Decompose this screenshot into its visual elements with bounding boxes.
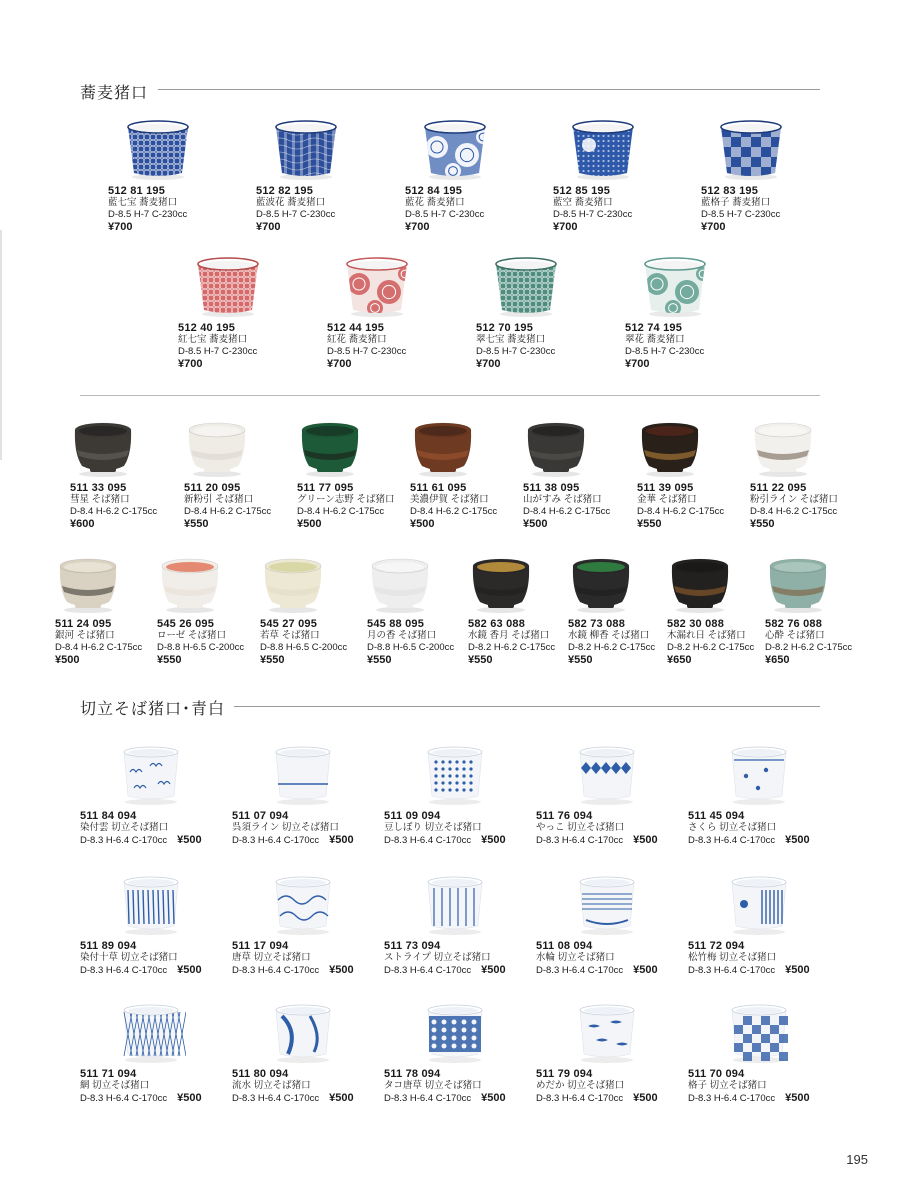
product-dimensions: D-8.5 H-7 C-230cc — [327, 346, 407, 357]
product-code: 512 70 195 — [476, 322, 534, 334]
product-code: 511 77 095 — [297, 482, 354, 494]
product-dimensions: D-8.5 H-7 C-230cc — [178, 346, 258, 357]
product-code: 511 20 095 — [184, 482, 241, 494]
product-name: 心酔 そば猪口 — [765, 630, 825, 641]
product-item[interactable] — [232, 998, 354, 1105]
product-code: 545 88 095 — [367, 618, 425, 630]
product-image — [567, 115, 639, 181]
product-code: 511 17 094 — [232, 940, 289, 952]
product-price: ¥600 — [70, 518, 95, 530]
product-name: 染付雲 切立そば猪口 — [80, 822, 169, 833]
product-price: ¥500 — [481, 964, 506, 976]
product-name: 唐草 切立そば猪口 — [232, 952, 311, 963]
product-price: ¥700 — [701, 221, 726, 233]
product-item[interactable] — [765, 552, 852, 667]
product-dimensions: D-8.8 H-6.5 C-200cc — [367, 642, 455, 653]
product-name: 木漏れ日 そば猪口 — [667, 630, 746, 641]
product-price: ¥700 — [476, 358, 501, 370]
product-name: 山がすみ そば猪口 — [523, 494, 602, 505]
product-dimensions: D-8.2 H-6.2 C-175cc — [568, 642, 656, 653]
product-item[interactable] — [523, 416, 610, 531]
product-code: 512 84 195 — [405, 185, 463, 197]
product-name: 粉引ライン そば猪口 — [750, 494, 838, 505]
product-price: ¥700 — [178, 358, 203, 370]
product-code: 511 73 094 — [384, 940, 441, 952]
product-price: ¥500 — [785, 834, 810, 846]
product-item[interactable] — [70, 416, 157, 531]
product-price: ¥500 — [633, 1092, 658, 1104]
product-price: ¥500 — [633, 964, 658, 976]
product-code: 511 09 094 — [384, 810, 441, 822]
product-item[interactable] — [688, 870, 810, 977]
product-price: ¥500 — [633, 834, 658, 846]
product-name: 藍格子 蕎麦猪口 — [701, 197, 771, 208]
product-item[interactable] — [468, 552, 555, 667]
product-code: 511 39 095 — [637, 482, 694, 494]
product-price: ¥550 — [637, 518, 662, 530]
product-code: 511 33 095 — [70, 482, 127, 494]
product-name: ローゼ そば猪口 — [157, 630, 226, 641]
product-code: 511 80 094 — [232, 1068, 289, 1080]
product-image — [572, 870, 658, 936]
product-item[interactable] — [667, 552, 754, 667]
product-price: ¥550 — [157, 654, 182, 666]
product-dimensions: D-8.5 H-7 C-230cc — [701, 209, 781, 220]
product-dimensions: D-8.8 H-6.5 C-200cc — [260, 642, 348, 653]
product-name: 紅七宝 蕎麦猪口 — [178, 334, 248, 345]
product-price: ¥700 — [327, 358, 352, 370]
product-item[interactable] — [232, 870, 354, 977]
product-price: ¥550 — [568, 654, 593, 666]
product-name: 水輪 切立そば猪口 — [536, 952, 615, 963]
product-name: 藍空 蕎麦猪口 — [553, 197, 613, 208]
product-price: ¥550 — [750, 518, 775, 530]
product-code: 512 40 195 — [178, 322, 236, 334]
product-item[interactable] — [327, 252, 413, 371]
product-dimensions: D-8.5 H-7 C-230cc — [625, 346, 705, 357]
product-name: 藍七宝 蕎麦猪口 — [108, 197, 178, 208]
product-code: 511 76 094 — [536, 810, 593, 822]
product-dimensions: D-8.3 H-6.4 C-170cc ¥500 — [688, 834, 810, 846]
product-dimensions: D-8.3 H-6.4 C-170cc ¥500 — [80, 834, 202, 846]
product-code: 511 72 094 — [688, 940, 745, 952]
product-image — [270, 115, 342, 181]
product-name: 月の香 そば猪口 — [367, 630, 437, 641]
product-name: 染付十草 切立そば猪口 — [80, 952, 178, 963]
product-name: 翠花 蕎麦猪口 — [625, 334, 685, 345]
product-item[interactable] — [536, 740, 658, 847]
product-name: 紅花 蕎麦猪口 — [327, 334, 387, 345]
product-price: ¥500 — [785, 964, 810, 976]
product-dimensions: D-8.3 H-6.4 C-170cc ¥500 — [384, 834, 506, 846]
product-price: ¥700 — [256, 221, 281, 233]
product-code: 511 70 094 — [688, 1068, 745, 1080]
product-code: 512 83 195 — [701, 185, 759, 197]
page-edge-rule — [0, 230, 2, 460]
product-price: ¥500 — [523, 518, 548, 530]
product-image — [268, 998, 354, 1064]
product-image — [70, 416, 157, 478]
product-image — [750, 416, 838, 478]
product-item[interactable] — [108, 115, 194, 234]
product-code: 511 22 095 — [750, 482, 807, 494]
product-code: 582 63 088 — [468, 618, 526, 630]
product-dimensions: D-8.4 H-6.2 C-175cc — [184, 506, 272, 517]
product-code: 511 89 094 — [80, 940, 137, 952]
product-name: 美濃伊賀 そば猪口 — [410, 494, 489, 505]
product-dimensions: D-8.5 H-7 C-230cc — [108, 209, 188, 220]
product-dimensions: D-8.8 H-6.5 C-200cc — [157, 642, 245, 653]
product-image — [715, 115, 787, 181]
product-image — [568, 552, 655, 614]
product-item[interactable] — [553, 115, 639, 234]
product-name: タコ唐草 切立そば猪口 — [384, 1080, 482, 1091]
product-image — [116, 998, 202, 1064]
product-price: ¥500 — [481, 1092, 506, 1104]
product-item[interactable] — [384, 870, 506, 977]
product-name: やっこ 切立そば猪口 — [536, 822, 625, 833]
product-item[interactable] — [80, 740, 202, 847]
product-code: 511 79 094 — [536, 1068, 593, 1080]
product-name: 水鏡 柳香 そば猪口 — [568, 630, 650, 641]
product-name: 翠七宝 蕎麦猪口 — [476, 334, 546, 345]
product-image — [639, 252, 711, 318]
product-code: 511 84 094 — [80, 810, 137, 822]
product-image — [572, 998, 658, 1064]
product-dimensions: D-8.2 H-6.2 C-175cc — [667, 642, 755, 653]
product-price: ¥500 — [410, 518, 435, 530]
product-code: 582 73 088 — [568, 618, 626, 630]
product-dimensions: D-8.3 H-6.4 C-170cc ¥500 — [688, 1092, 810, 1104]
product-dimensions: D-8.4 H-6.2 C-175cc — [70, 506, 158, 517]
product-code: 582 30 088 — [667, 618, 725, 630]
product-name: 若草 そば猪口 — [260, 630, 320, 641]
page-number: 195 — [846, 1152, 868, 1167]
product-dimensions: D-8.3 H-6.4 C-170cc ¥500 — [536, 1092, 658, 1104]
product-item[interactable] — [476, 252, 562, 371]
product-dimensions: D-8.3 H-6.4 C-170cc ¥500 — [232, 834, 354, 846]
product-item[interactable] — [80, 870, 202, 977]
product-image — [420, 870, 506, 936]
product-image — [523, 416, 610, 478]
product-price: ¥700 — [108, 221, 133, 233]
product-item[interactable] — [384, 998, 506, 1105]
product-image — [184, 416, 271, 478]
product-name: 流水 切立そば猪口 — [232, 1080, 311, 1091]
product-name: 豆しぼり 切立そば猪口 — [384, 822, 482, 833]
product-price: ¥500 — [481, 834, 506, 846]
product-name: さくら 切立そば猪口 — [688, 822, 777, 833]
product-image — [116, 870, 202, 936]
product-image — [419, 115, 491, 181]
product-image — [268, 740, 354, 806]
product-dimensions: D-8.5 H-7 C-230cc — [476, 346, 556, 357]
product-dimensions: D-8.4 H-6.2 C-175cc — [637, 506, 725, 517]
product-name: グリーン志野 そば猪口 — [297, 494, 395, 505]
product-dimensions: D-8.2 H-6.2 C-175cc — [765, 642, 853, 653]
section-title-kiritate: 切立そば猪口･青白 — [80, 699, 226, 718]
product-image — [367, 552, 454, 614]
product-code: 545 26 095 — [157, 618, 215, 630]
product-price: ¥500 — [177, 834, 202, 846]
product-dimensions: D-8.3 H-6.4 C-170cc ¥500 — [384, 964, 506, 976]
product-code: 512 74 195 — [625, 322, 683, 334]
product-item[interactable] — [232, 740, 354, 847]
product-price: ¥500 — [55, 654, 80, 666]
product-image — [268, 870, 354, 936]
product-item[interactable] — [410, 416, 497, 531]
product-image — [410, 416, 497, 478]
product-image — [122, 115, 194, 181]
product-item[interactable] — [260, 552, 347, 667]
product-name: 新粉引 そば猪口 — [184, 494, 254, 505]
product-name: 銀河 そば猪口 — [55, 630, 115, 641]
product-price: ¥500 — [785, 1092, 810, 1104]
product-dimensions: D-8.3 H-6.4 C-170cc ¥500 — [536, 834, 658, 846]
product-item[interactable] — [688, 998, 810, 1105]
product-code: 512 44 195 — [327, 322, 385, 334]
product-code: 511 07 094 — [232, 810, 289, 822]
product-dimensions: D-8.4 H-6.2 C-175cc — [750, 506, 838, 517]
product-code: 511 71 094 — [80, 1068, 137, 1080]
product-name: 呉須ライン 切立そば猪口 — [232, 822, 339, 833]
product-item[interactable] — [256, 115, 342, 234]
product-dimensions: D-8.4 H-6.2 C-175cc — [297, 506, 385, 517]
product-code: 511 78 094 — [384, 1068, 441, 1080]
product-image — [572, 740, 658, 806]
product-item[interactable] — [536, 998, 658, 1105]
product-item[interactable] — [184, 416, 271, 531]
product-price: ¥650 — [765, 654, 790, 666]
product-item[interactable] — [701, 115, 787, 234]
product-image — [637, 416, 724, 478]
section-divider — [80, 395, 820, 396]
product-price: ¥500 — [329, 964, 354, 976]
product-item[interactable] — [157, 552, 244, 667]
product-item[interactable] — [568, 552, 655, 667]
product-dimensions: D-8.3 H-6.4 C-170cc ¥500 — [384, 1092, 506, 1104]
product-image — [490, 252, 562, 318]
product-name: 網 切立そば猪口 — [80, 1080, 150, 1091]
product-code: 511 38 095 — [523, 482, 580, 494]
product-name: ストライプ 切立そば猪口 — [384, 952, 491, 963]
product-dimensions: D-8.5 H-7 C-230cc — [553, 209, 633, 220]
product-dimensions: D-8.3 H-6.4 C-170cc ¥500 — [232, 1092, 354, 1104]
product-name: 藍波花 蕎麦猪口 — [256, 197, 326, 208]
product-name: 彗星 そば猪口 — [70, 494, 130, 505]
product-code: 511 45 094 — [688, 810, 745, 822]
product-code: 512 85 195 — [553, 185, 611, 197]
product-code: 511 24 095 — [55, 618, 112, 630]
product-image — [116, 740, 202, 806]
product-code: 511 61 095 — [410, 482, 467, 494]
product-dimensions: D-8.3 H-6.4 C-170cc ¥500 — [80, 1092, 202, 1104]
product-price: ¥700 — [625, 358, 650, 370]
product-dimensions: D-8.2 H-6.2 C-175cc — [468, 642, 556, 653]
product-dimensions: D-8.5 H-7 C-230cc — [405, 209, 485, 220]
product-item[interactable] — [80, 998, 202, 1105]
product-name: めだか 切立そば猪口 — [536, 1080, 625, 1091]
product-item[interactable] — [297, 416, 394, 531]
section-title-rule — [158, 89, 820, 90]
product-dimensions: D-8.3 H-6.4 C-170cc ¥500 — [688, 964, 810, 976]
product-item[interactable] — [750, 416, 838, 531]
section-title-soba: 蕎麦猪口 — [80, 83, 149, 102]
product-price: ¥500 — [177, 964, 202, 976]
product-image — [260, 552, 347, 614]
product-price: ¥550 — [260, 654, 285, 666]
product-item[interactable] — [688, 740, 810, 847]
product-item[interactable] — [405, 115, 491, 234]
product-price: ¥550 — [184, 518, 209, 530]
product-image — [420, 740, 506, 806]
product-code: 511 08 094 — [536, 940, 593, 952]
product-name: 水鏡 香月 そば猪口 — [468, 630, 550, 641]
product-item[interactable] — [637, 416, 724, 531]
section-title-rule — [234, 706, 820, 707]
product-image — [341, 252, 413, 318]
product-image — [724, 870, 810, 936]
product-image — [724, 740, 810, 806]
product-dimensions: D-8.3 H-6.4 C-170cc ¥500 — [80, 964, 202, 976]
product-dimensions: D-8.3 H-6.4 C-170cc ¥500 — [536, 964, 658, 976]
product-dimensions: D-8.4 H-6.2 C-175cc — [410, 506, 498, 517]
product-name: 金華 そば猪口 — [637, 494, 697, 505]
product-item[interactable] — [178, 252, 264, 371]
product-name: 藍花 蕎麦猪口 — [405, 197, 465, 208]
product-image — [420, 998, 506, 1064]
product-image — [667, 552, 754, 614]
product-image — [157, 552, 244, 614]
product-dimensions: D-8.3 H-6.4 C-170cc ¥500 — [232, 964, 354, 976]
product-item[interactable] — [625, 252, 711, 371]
product-item[interactable] — [384, 740, 506, 847]
product-image — [192, 252, 264, 318]
product-price: ¥550 — [468, 654, 493, 666]
product-image — [765, 552, 852, 614]
product-name: 格子 切立そば猪口 — [688, 1080, 767, 1091]
product-code: 582 76 088 — [765, 618, 823, 630]
product-code: 512 82 195 — [256, 185, 314, 197]
product-image — [724, 998, 810, 1064]
product-dimensions: D-8.4 H-6.2 C-175cc — [523, 506, 611, 517]
product-price: ¥500 — [297, 518, 322, 530]
product-code: 512 81 195 — [108, 185, 166, 197]
product-item[interactable] — [367, 552, 454, 667]
product-dimensions: D-8.4 H-6.2 C-175cc — [55, 642, 143, 653]
product-price: ¥500 — [329, 834, 354, 846]
product-item[interactable] — [536, 870, 658, 977]
product-image — [468, 552, 555, 614]
product-price: ¥700 — [553, 221, 578, 233]
product-price: ¥650 — [667, 654, 692, 666]
product-dimensions: D-8.5 H-7 C-230cc — [256, 209, 336, 220]
product-price: ¥500 — [329, 1092, 354, 1104]
product-image — [297, 416, 394, 478]
product-item[interactable] — [55, 552, 142, 667]
product-image — [55, 552, 142, 614]
product-price: ¥700 — [405, 221, 430, 233]
product-price: ¥500 — [177, 1092, 202, 1104]
product-price: ¥550 — [367, 654, 392, 666]
product-name: 松竹梅 切立そば猪口 — [688, 952, 777, 963]
product-code: 545 27 095 — [260, 618, 318, 630]
